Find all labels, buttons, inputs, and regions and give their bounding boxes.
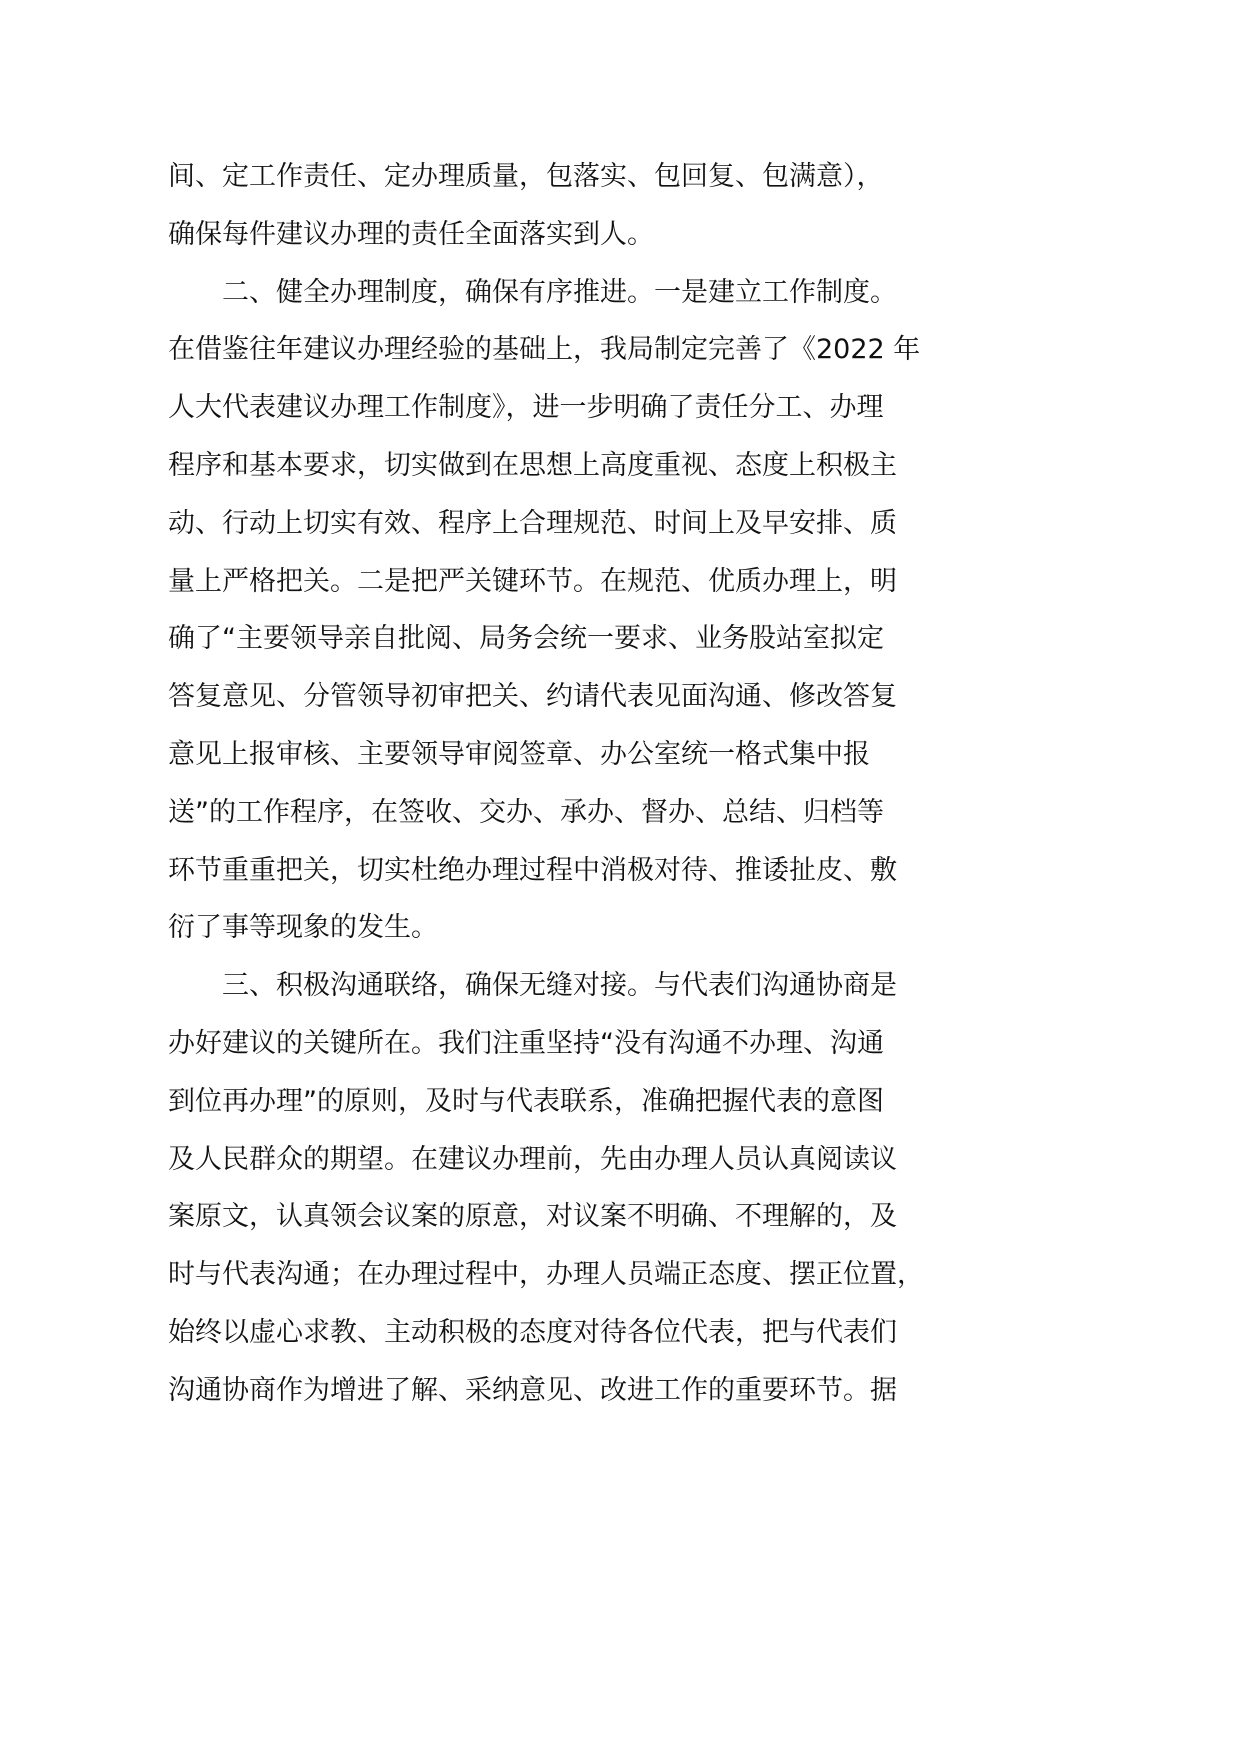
text-line: 到位再办理”的原则，及时与代表联系，准确把握代表的意图 (168, 1085, 884, 1117)
text-line: 人大代表建议办理工作制度》，进一步明确了责任分工、办理 (168, 392, 884, 424)
paragraph-start-line: 二、健全办理制度，确保有序推进。一是建立工作制度。 (222, 276, 897, 308)
text-line: 时与代表沟通；在办理过程中，办理人员端正态度、摆正位置， (168, 1259, 924, 1291)
text-line: 确了“主要领导亲自批阅、局务会统一要求、业务股站室拟定 (168, 623, 884, 655)
paragraph-start-line: 三、积极沟通联络，确保无缝对接。与代表们沟通协商是 (222, 970, 897, 1002)
body-text (168, 148, 948, 1420)
text-line: 办好建议的关键所在。我们注重坚持“没有沟通不办理、沟通 (168, 1027, 884, 1059)
text-line: 衍了事等现象的发生。 (168, 912, 438, 944)
text-line: 意见上报审核、主要领导审阅签章、办公室统一格式集中报 (168, 738, 870, 770)
text-line: 动、行动上切实有效、程序上合理规范、时间上及早安排、质 (168, 507, 897, 539)
text-line: 间、定工作责任、定办理质量，包落实、包回复、包满意）， (168, 161, 884, 192)
text-line: 始终以虚心求教、主动积极的态度对待各位代表，把与代表们 (168, 1316, 897, 1348)
text-line: 确保每件建议办理的责任全面落实到人。 (168, 218, 654, 250)
text-line: 及人民群众的期望。在建议办理前，先由办理人员认真阅读议 (168, 1143, 897, 1175)
text-line: 答复意见、分管领导初审把关、约请代表见面沟通、修改答复 (168, 681, 897, 713)
text-line: 环节重重把关，切实杜绝办理过程中消极对待、推诿扯皮、敷 (168, 854, 897, 886)
text-line: 程序和基本要求，切实做到在思想上高度重视、态度上积极主 (168, 449, 897, 481)
text-line: 送”的工作程序，在签收、交办、承办、督办、总结、归档等 (168, 796, 884, 828)
text-line: 量上严格把关。二是把严关键环节。在规范、优质办理上，明 (168, 565, 897, 597)
text-line: 案原文，认真领会议案的原意，对议案不明确、不理解的，及 (168, 1201, 897, 1233)
text-line: 沟通协商作为增进了解、采纳意见、改进工作的重要环节。据 (168, 1374, 897, 1406)
text-line: 在借鉴往年建议办理经验的基础上，我局制定完善了《2022 年 (168, 334, 921, 366)
